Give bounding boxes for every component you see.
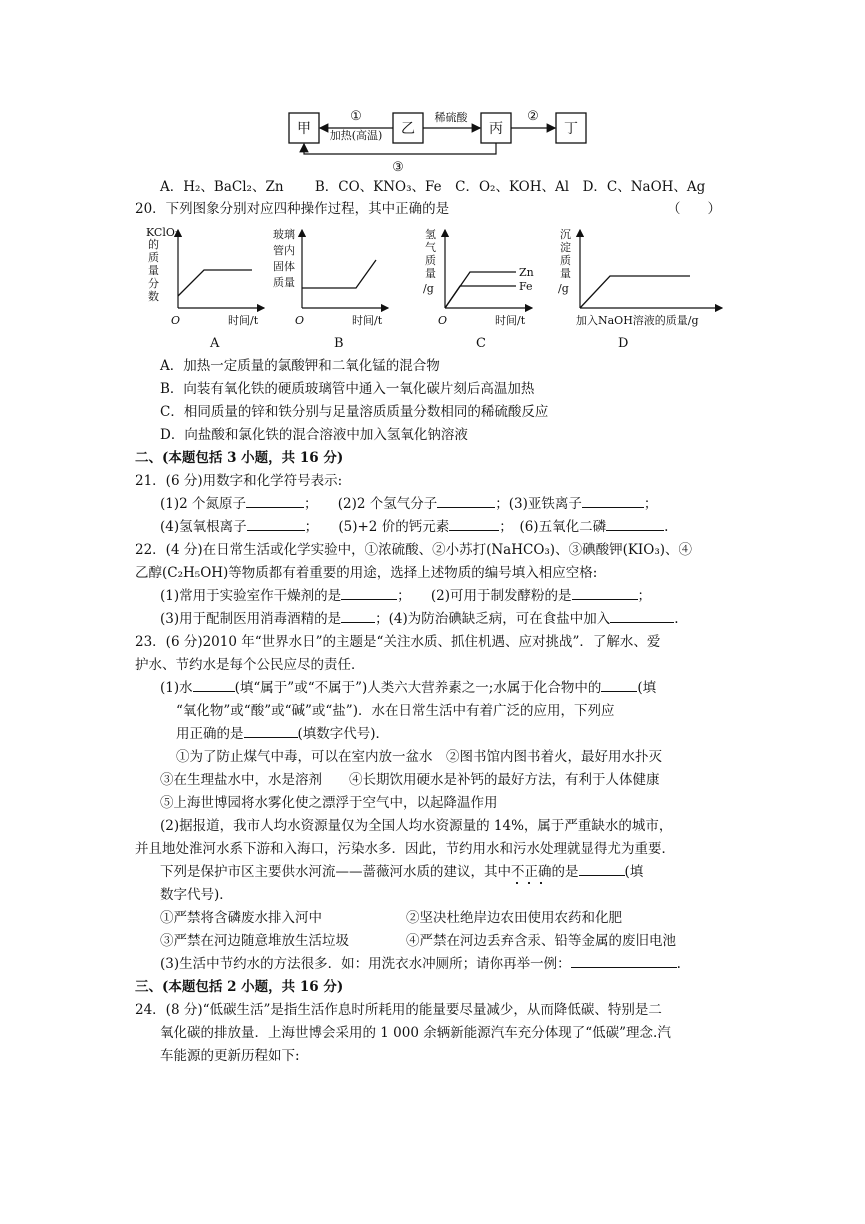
q23-line-7: ③在生理盐水中，水是溶剂 ④长期饮用硬水是补钙的最好方法，有利于人体健康 xyxy=(160,772,660,788)
graph-c-ylabel-5: /g xyxy=(423,282,434,295)
q20-bracket: （ ） xyxy=(667,201,721,217)
q22-line-2: 乙醇(C₂H₅OH)等物质都有着重要的用途，选择上述物质的编号填入相应空格: xyxy=(135,565,598,581)
q23-line-1: 23．(6 分)2010 年“世界水日”的主题是“关注水质、抓住机遇、应对挑战”．了解水、爱 xyxy=(135,634,661,650)
arrow-1-label: 加热(高温) xyxy=(329,129,383,142)
q22-line-4-end: . xyxy=(674,611,679,627)
q22-item-2: ； (2)可用于制发酵粉的是 xyxy=(397,588,572,604)
section-2-title: 二、(本题包括 3 小题，共 16 分) xyxy=(135,450,344,466)
graph-a-origin: O xyxy=(171,314,181,327)
q23-line-15 xyxy=(160,955,681,973)
graph-b-ylabel-3: 固体 xyxy=(273,260,295,273)
arrow-1-number: ① xyxy=(350,109,362,124)
node-bing-label: 丙 xyxy=(489,121,503,137)
q23-line-13b: ②坚决杜绝岸边农田使用农药和化肥 xyxy=(406,910,622,926)
graph-b-ylabel-4: 质量 xyxy=(273,276,295,289)
graph-d-ylabel-5: /g xyxy=(558,282,569,295)
q21-blank-4[interactable] xyxy=(247,518,305,531)
q23-line-3 xyxy=(160,679,656,697)
q23-line-14a: ③严禁在河边随意堆放生活垃圾 xyxy=(160,933,349,949)
graph-c-curve-fe xyxy=(445,286,516,308)
section-3-title: 三、(本题包括 2 小题，共 16 分) xyxy=(135,979,344,995)
q22-line-3 xyxy=(160,587,651,605)
graph-b xyxy=(273,227,388,351)
graph-b-ylabel-2: 管内 xyxy=(273,244,295,257)
q22-blank-2[interactable] xyxy=(572,587,638,600)
graph-c-xlabel: 时间/t xyxy=(495,314,526,327)
node-ding-label: 丁 xyxy=(564,121,578,137)
graph-a-ylabel-2: 的 xyxy=(148,238,159,251)
graph-b-origin: O xyxy=(295,314,305,327)
q23-line-5 xyxy=(176,725,389,743)
graph-a xyxy=(146,226,264,351)
graph-d-curve xyxy=(580,276,690,308)
q20-option-b: B．向装有氧化铁的硬质玻璃管中通入一氧化碳片刻后高温加热 xyxy=(160,381,535,397)
q21-row-2 xyxy=(160,518,668,536)
q19-options: A．H₂、BaCl₂、Zn B．CO、KNO₃、Fe C．O₂、KOH、Al D．C、NaOH、Ag xyxy=(160,179,706,195)
q21-blank-1[interactable] xyxy=(246,495,304,508)
q23-blank-3[interactable] xyxy=(244,725,298,738)
graph-d-ylabel-3: 质 xyxy=(560,254,571,267)
flow-diagram xyxy=(280,104,600,176)
graph-a-curve xyxy=(178,270,252,296)
graph-c-origin: O xyxy=(438,314,448,327)
q20-option-c: C．相同质量的锌和铁分别与足量溶质质量分数相同的稀硫酸反应 xyxy=(160,404,549,420)
q22-item-3: (3)用于配制医用消毒酒精的是 xyxy=(160,611,342,627)
q23-line-13a: ①严禁将含磷废水排入河中 xyxy=(160,910,322,926)
q23-line-15-text: (3)生活中节约水的方法很多．如：用洗衣水冲厕所；请你再举一例： xyxy=(160,956,571,972)
q23-line-5-text: 用正确的是 xyxy=(176,726,244,742)
q23-line-10: 并且地处淮河水系下游和入海口，污染水多．因此，节约用水和污水处理就显得尤为重要． xyxy=(135,841,675,857)
q21-blank-6[interactable] xyxy=(606,518,664,531)
q21-row-1-end: ； xyxy=(643,496,658,512)
graph-a-ylabel-5: 分 xyxy=(148,277,159,290)
q21-blank-5[interactable] xyxy=(449,518,499,531)
graph-a-label: A xyxy=(210,336,220,351)
graph-d-xlabel: 加入NaOH溶液的质量/g xyxy=(576,314,699,327)
graph-b-xlabel: 时间/t xyxy=(352,314,383,327)
q23-line-11-text-2: 的是 xyxy=(551,864,579,880)
q23-blank-4[interactable] xyxy=(579,863,625,876)
q23-line-8: ⑤上海世博园将水雾化使之漂浮于空气中，以起降温作用 xyxy=(160,795,498,811)
graph-c-series-zn: Zn xyxy=(519,266,534,279)
q23-line-6: ①为了防止煤气中毒，可以在室内放一盆水 ②图书馆内图书着火，最好用水扑灭 xyxy=(176,749,662,765)
graph-c-ylabel-4: 量 xyxy=(425,267,436,280)
q23-line-11-text: 下列是保护市区主要供水河流——蔷薇河水质的建议，其中 xyxy=(160,864,511,880)
q20-stem: 20．下列图象分别对应四种操作过程，其中正确的是 xyxy=(135,201,450,217)
graph-a-ylabel-1: KClO₃ xyxy=(146,226,180,239)
q20-graphs xyxy=(140,224,730,356)
q22-blank-4[interactable] xyxy=(610,610,674,623)
q21-stem: 21．(6 分)用数字和化学符号表示: xyxy=(135,473,343,489)
q24-line-2: 氧化碳的排放量．上海世博会采用的 1 000 余辆新能源汽车充分体现了“低碳”理念.汽 xyxy=(160,1025,671,1041)
q22-blank-1[interactable] xyxy=(341,587,397,600)
q21-item-6: ； (6)五氧化二磷 xyxy=(499,519,607,535)
graph-a-ylabel-4: 量 xyxy=(148,264,159,277)
node-jia-label: 甲 xyxy=(297,121,311,137)
q21-item-5: ； (5)+2 价的钙元素 xyxy=(304,519,450,535)
q23-line-11-end: (填 xyxy=(624,864,644,880)
arrow-2-number: ② xyxy=(527,109,539,124)
q23-part-1-text: (填“属于”或“不属于”)人类六大营养素之一;水属于化合物中的 xyxy=(234,680,602,696)
q21-item-1: (1)2 个氮原子 xyxy=(160,496,247,512)
q22-line-3-end: ； xyxy=(637,588,651,604)
q23-line-15-end: . xyxy=(676,956,681,972)
graph-c-ylabel-2: 气 xyxy=(425,241,436,254)
graph-c-curve-zn xyxy=(445,272,516,308)
q23-line-14b: ④严禁在河边丢弃含汞、铅等金属的废旧电池 xyxy=(406,933,676,949)
q23-line-5-end: (填数字代号)． xyxy=(297,726,390,742)
q24-line-1: 24．(8 分)“低碳生活”是指生活作息时所耗用的能量要尽量减少，从而降低碳、特别是二 xyxy=(135,1002,662,1018)
graph-b-ylabel-1: 玻璃 xyxy=(273,228,295,241)
q22-item-4: ；(4)为防治碘缺乏病，可在食盐中加入 xyxy=(375,611,611,627)
q23-line-4: “氧化物”或“酸”或“碱”或“盐”)．水在日常生活中有着广泛的应用，下列应 xyxy=(176,703,615,719)
arrow-acid-label: 稀硫酸 xyxy=(434,111,468,124)
graph-c-ylabel-3: 质 xyxy=(425,254,436,267)
node-yi-label: 乙 xyxy=(401,121,415,137)
q23-blank-5[interactable] xyxy=(571,955,677,968)
graph-c-ylabel-1: 氢 xyxy=(425,228,436,241)
graph-b-curve xyxy=(302,260,376,288)
graph-a-xlabel: 时间/t xyxy=(228,314,259,327)
q21-item-2: ； (2)2 个氢气分子 xyxy=(304,496,438,512)
q23-line-3-end: (填 xyxy=(637,680,657,696)
graph-a-ylabel-6: 数 xyxy=(148,290,159,303)
graph-c-series-fe: Fe xyxy=(519,280,533,293)
q20-option-a: A．加热一定质量的氯酸钾和二氧化锰的混合物 xyxy=(160,358,440,374)
q22-blank-3[interactable] xyxy=(341,610,375,623)
q23-emphasis-incorrect: 不正确 xyxy=(511,864,552,880)
graph-c xyxy=(423,227,534,351)
graph-d xyxy=(558,228,722,351)
q23-line-11 xyxy=(160,863,643,881)
q20-option-d: D．向盐酸和氯化铁的混合溶液中加入氢氧化钠溶液 xyxy=(160,427,468,443)
q22-line-1: 22．(4 分)在日常生活或化学实验中，①浓硫酸、②小苏打(NaHCO₃)、③碘酸钾(KIO₃)、④ xyxy=(135,542,692,558)
q24-line-3: 车能源的更新历程如下: xyxy=(160,1048,300,1064)
graph-a-ylabel-3: 质 xyxy=(148,251,159,264)
q22-item-1: (1)常用于实验室作干燥剂的是 xyxy=(160,588,342,604)
graph-c-label: C xyxy=(476,336,486,351)
q23-blank-1[interactable] xyxy=(193,679,235,692)
q21-blank-3[interactable] xyxy=(582,495,644,508)
graph-b-label: B xyxy=(334,336,344,351)
graph-d-label: D xyxy=(618,336,629,351)
graph-d-ylabel-4: 量 xyxy=(560,267,571,280)
q22-line-4 xyxy=(160,610,679,628)
q21-blank-2[interactable] xyxy=(437,495,495,508)
q23-line-2: 护水、节约水是每个公民应尽的责任． xyxy=(135,657,365,673)
q21-row-2-end: . xyxy=(664,519,669,535)
graph-d-ylabel-2: 淀 xyxy=(560,241,571,254)
q21-item-4: (4)氢氧根离子 xyxy=(160,519,247,535)
q21-item-3: ；(3)亚铁离子 xyxy=(495,496,582,512)
q23-line-9: (2)据报道，我市人均水资源量仅为全国人均水资源量的 14%，属于严重缺水的城市， xyxy=(160,818,673,834)
q23-part-1-label: (1)水 xyxy=(160,680,193,696)
q23-line-12: 数字代号)． xyxy=(160,887,233,903)
q21-row-1 xyxy=(160,495,657,513)
graph-d-ylabel-1: 沉 xyxy=(560,228,571,241)
arrow-3 xyxy=(304,143,496,154)
q23-blank-2[interactable] xyxy=(601,679,637,692)
arrow-3-number: ③ xyxy=(392,160,404,175)
